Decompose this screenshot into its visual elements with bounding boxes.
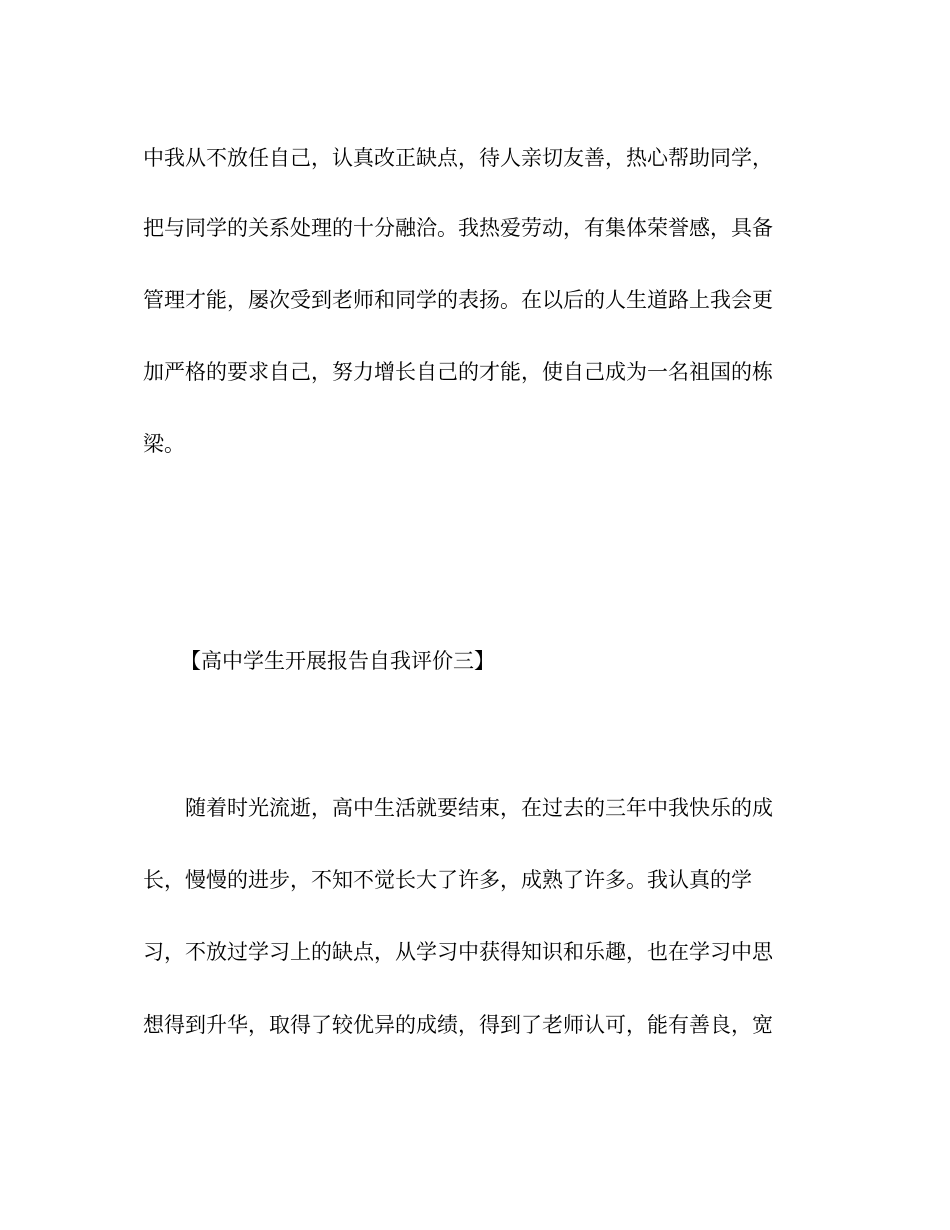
paragraph-2-line-3: 习，不放过学习上的缺点，从学习中获得知识和乐趣，也在学习中思: [143, 940, 773, 964]
section-heading: 【高中学生开展报告自我评价三】: [180, 649, 495, 673]
paragraph-2-line-1: 随着时光流逝，高中生活就要结束，在过去的三年中我快乐的成: [185, 796, 773, 820]
paragraph-1-line-5: 梁。: [143, 432, 185, 456]
paragraph-1-line-4: 加严格的要求自己，努力增长自己的才能，使自己成为一名祖国的栋: [143, 360, 773, 384]
paragraph-1-line-3: 管理才能，屡次受到老师和同学的表扬。在以后的人生道路上我会更: [143, 288, 773, 312]
paragraph-1-line-1: 中我从不放任自己，认真改正缺点，待人亲切友善，热心帮助同学，: [143, 146, 773, 170]
paragraph-2-line-2: 长，慢慢的进步，不知不觉长大了许多，成熟了许多。我认真的学: [143, 868, 752, 892]
paragraph-2-line-4: 想得到升华，取得了较优异的成绩，得到了老师认可，能有善良，宽: [143, 1013, 773, 1037]
paragraph-1-line-2: 把与同学的关系处理的十分融洽。我热爱劳动，有集体荣誉感，具备: [143, 216, 773, 240]
